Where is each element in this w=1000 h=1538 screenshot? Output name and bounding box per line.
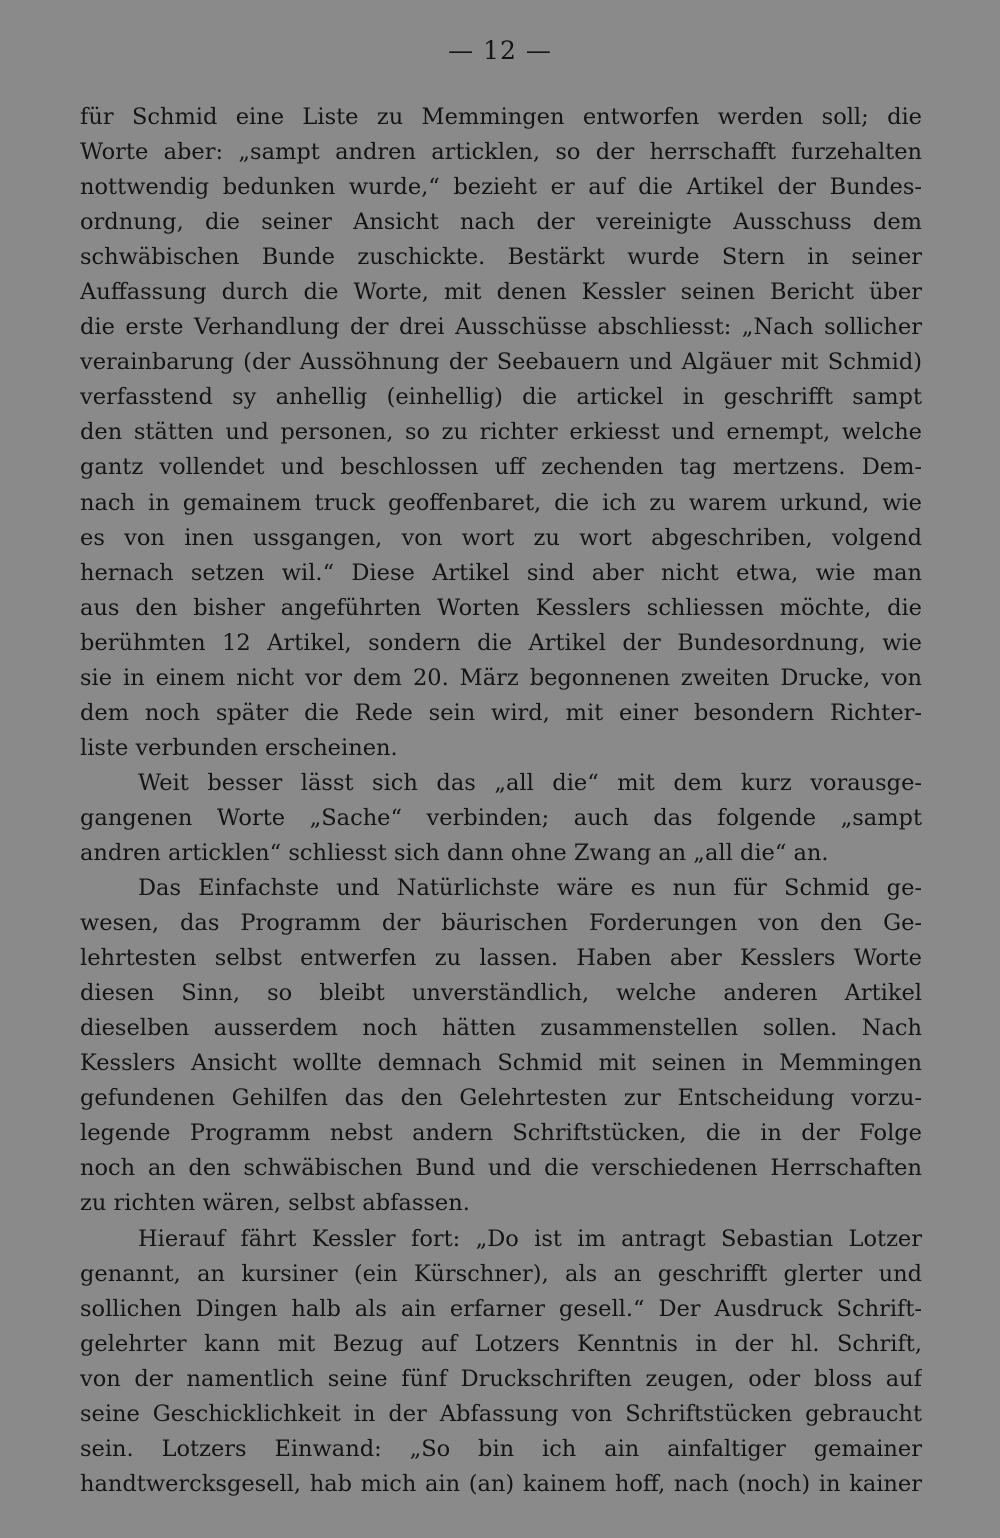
text-line: von der namentlich seine fünf Druckschriften zeugen, oder bloss auf xyxy=(80,1365,922,1392)
text-line: gefundenen Gehilfen das den Gelehrtesten zur Entscheidung vorzu- xyxy=(80,1085,922,1112)
text-line: seine Geschicklichkeit in der Abfassung von Schriftstücken gebraucht xyxy=(80,1400,922,1427)
text-line: lehrtesten selbst entwerfen zu lassen. Haben aber Kesslers Worte xyxy=(80,945,922,972)
text-line: zu richten wären, selbst abfassen. xyxy=(80,1190,470,1217)
text-line: schwäbischen Bunde zuschickte. Bestärkt wurde Stern in seiner xyxy=(80,244,922,271)
text-line: legende Programm nebst andern Schriftstücken, die in der Folge xyxy=(80,1120,922,1147)
text-line: sollichen Dingen halb als ain erfarner gesell.“ Der Ausdruck Schrift- xyxy=(80,1295,922,1322)
body-text xyxy=(80,100,922,1502)
text-line: genannt, an kursiner (ein Kürschner), als an geschrifft glerter und xyxy=(80,1260,922,1287)
text-line: gangenen Worte „Sache“ verbinden; auch das folgende „sampt xyxy=(80,804,922,831)
text-line: aus den bisher angeführten Worten Kesslers schliessen möchte, die xyxy=(80,594,922,621)
text-line: dem noch später die Rede sein wird, mit einer besondern Richter- xyxy=(80,699,922,726)
text-line: Auffassung durch die Worte, mit denen Kessler seinen Bericht über xyxy=(80,279,922,306)
text-line: es von inen ussgangen, von wort zu wort abgeschriben, volgend xyxy=(80,524,922,551)
text-line: hernach setzen wil.“ Diese Artikel sind aber nicht etwa, wie man xyxy=(80,559,922,586)
text-line: Worte aber: „sampt andren articklen, so der herrschafft furzehalten xyxy=(80,139,922,166)
text-line: diesen Sinn, so bleibt unverständlich, welche anderen Artikel xyxy=(80,980,922,1007)
text-line: verainbarung (der Aussöhnung der Seebauern und Algäuer mit Schmid) xyxy=(80,349,922,376)
text-line: Das Einfachste und Natürlichste wäre es nun für Schmid ge- xyxy=(138,875,922,902)
text-line: nach in gemainem truck geoffenbaret, die ich zu warem urkund, wie xyxy=(80,489,922,516)
text-line: den stätten und personen, so zu richter erkiesst und ernempt, welche xyxy=(80,419,922,446)
text-line: handtwercksgesell, hab mich ain (an) kainem hoff, nach (noch) in kainer xyxy=(80,1470,922,1497)
text-line: Weit besser lässt sich das „all die“ mit dem kurz vorausge- xyxy=(138,769,922,796)
text-line: verfasstend sy anhellig (einhellig) die artickel in geschrifft sampt xyxy=(80,384,922,411)
page-number: — 12 — xyxy=(448,36,552,65)
text-line: gantz vollendet und beschlossen uff zechenden tag mertzens. Dem- xyxy=(80,454,922,481)
text-line: gelehrter kann mit Bezug auf Lotzers Kenntnis in der hl. Schrift, xyxy=(80,1330,922,1357)
text-line: sein. Lotzers Einwand: „So bin ich ain ainfaltiger gemainer xyxy=(80,1435,922,1462)
text-line: berühmten 12 Artikel, sondern die Artikel der Bundesordnung, wie xyxy=(80,629,922,656)
text-line: dieselben ausserdem noch hätten zusammenstellen sollen. Nach xyxy=(80,1015,922,1042)
text-line: Hierauf fährt Kessler fort: „Do ist im antragt Sebastian Lotzer xyxy=(138,1225,922,1252)
text-line: liste verbunden erscheinen. xyxy=(80,734,398,761)
text-line: nottwendig bedunken wurde,“ bezieht er auf die Artikel der Bundes- xyxy=(80,174,922,201)
text-line: sie in einem nicht vor dem 20. März begonnenen zweiten Drucke, von xyxy=(80,664,922,691)
text-line: andren articklen“ schliesst sich dann ohne Zwang an „all die“ an. xyxy=(80,839,829,866)
text-line: für Schmid eine Liste zu Memmingen entworfen werden soll; die xyxy=(80,104,922,130)
text-line: die erste Verhandlung der drei Ausschüsse abschliesst: „Nach sollicher xyxy=(80,314,922,341)
text-line: wesen, das Programm der bäurischen Forderungen von den Ge- xyxy=(80,910,922,937)
text-line: Kesslers Ansicht wollte demnach Schmid mit seinen in Memmingen xyxy=(80,1050,922,1077)
text-line: noch an den schwäbischen Bund und die verschiedenen Herrschaften xyxy=(80,1155,922,1182)
text-line: ordnung, die seiner Ansicht nach der vereinigte Ausschuss dem xyxy=(80,209,922,236)
